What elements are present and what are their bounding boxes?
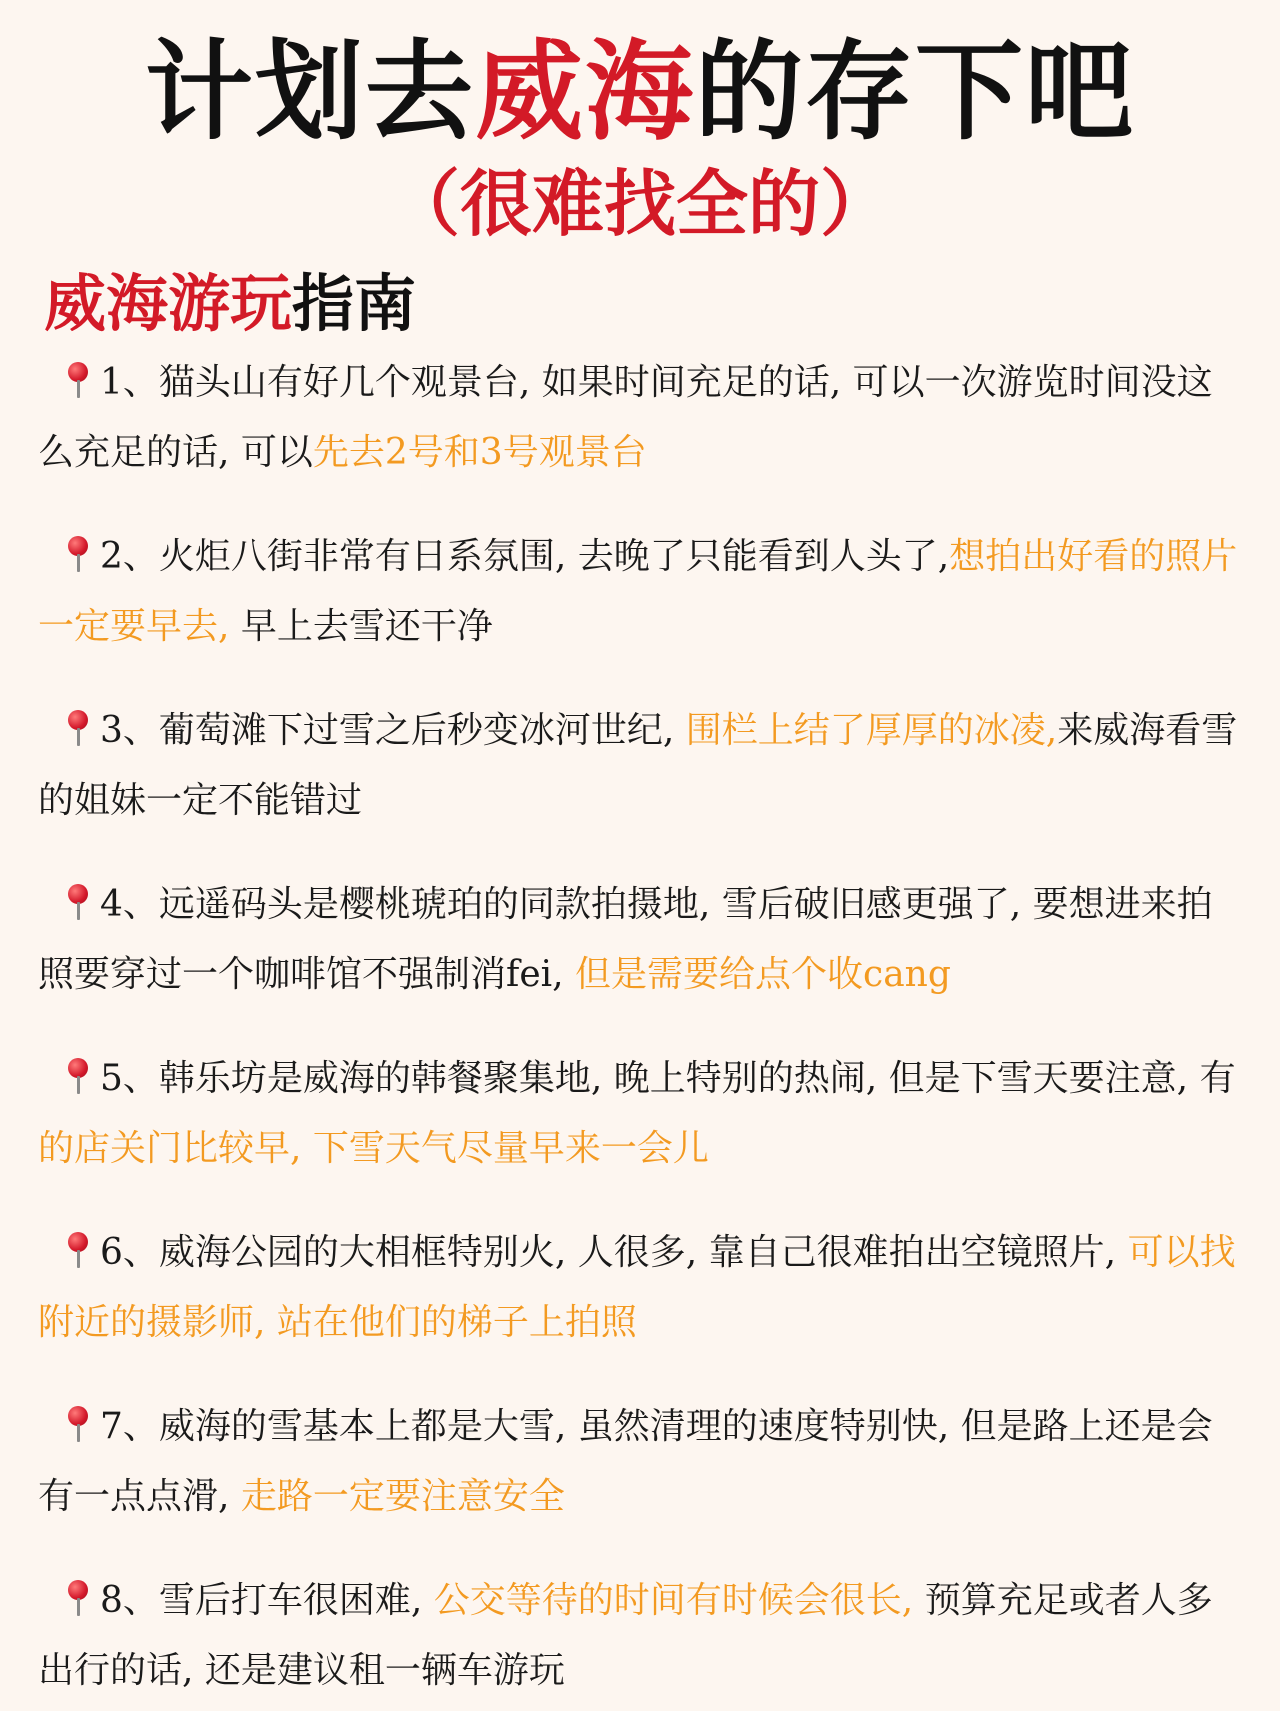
section-heading-rest: 指南	[292, 267, 417, 340]
tip-text: 6、威海公园的大相框特别火, 人很多, 靠自己很难拍出空镜照片,	[100, 1232, 1128, 1273]
page-subtitle: （很难找全的）	[387, 162, 892, 246]
tip-text: 来威海看雪的姐妹一定不能错过	[38, 710, 1238, 821]
tip-item	[38, 1218, 1242, 1358]
section-heading-highlight: 威海游玩	[44, 267, 293, 340]
tip-text: 4、远遥码头是樱桃琥珀的同款拍摄地, 雪后破旧感更强了, 要想进来拍照要穿过一个咖啡馆不强制消fei,	[38, 884, 1213, 995]
tip-item	[38, 870, 1242, 1010]
round-pushpin-icon	[62, 708, 96, 748]
tip-text: 8、雪后打车很困难,	[100, 1580, 434, 1621]
tip-highlight: 想拍出好看的照片一定要早去,	[38, 536, 1238, 647]
tip-highlight: 的店关门比较早, 下雪天气尽量早来一会儿	[38, 1128, 709, 1169]
tip-text: 2、火炬八街非常有日系氛围, 去晚了只能看到人头了,	[100, 536, 950, 577]
tip-item	[38, 1566, 1242, 1706]
title-highlight: 威海	[474, 30, 695, 155]
tip-item	[38, 696, 1242, 836]
round-pushpin-icon	[62, 1404, 96, 1444]
round-pushpin-icon	[62, 1578, 96, 1618]
tips-list	[38, 348, 1242, 1706]
tip-item	[38, 348, 1242, 488]
tip-text: 7、威海的雪基本上都是大雪, 虽然清理的速度特别快, 但是路上还是会有一点点滑,	[38, 1406, 1213, 1517]
tip-highlight: 但是需要给点个收cang	[575, 954, 951, 995]
tip-item	[38, 522, 1242, 662]
round-pushpin-icon	[62, 534, 96, 574]
tip-item	[38, 1392, 1242, 1532]
page-title	[38, 0, 1242, 158]
round-pushpin-icon	[62, 1230, 96, 1270]
tip-text: 3、葡萄滩下过雪之后秒变冰河世纪,	[100, 710, 686, 751]
section-heading	[44, 264, 1242, 344]
round-pushpin-icon	[62, 882, 96, 922]
tip-highlight: 走路一定要注意安全	[240, 1476, 565, 1517]
round-pushpin-icon	[62, 360, 96, 400]
tip-highlight: 公交等待的时间有时候会很长,	[433, 1580, 914, 1621]
tip-text: 预算充足或者人多出行的话, 还是建议租一辆车游玩	[38, 1580, 1213, 1691]
tip-text: 早上去雪还干净	[229, 606, 493, 647]
tip-text: 5、韩乐坊是威海的韩餐聚集地, 晚上特别的热闹, 但是下雪天要注意, 有	[100, 1058, 1236, 1099]
tip-text: 1、猫头山有好几个观景台, 如果时间充足的话, 可以一次游览时间没这么充足的话, 可以	[38, 362, 1213, 473]
title-suffix: 的存下吧	[695, 30, 1136, 155]
tip-highlight: 围栏上结了厚厚的冰凌,	[685, 710, 1058, 751]
tip-highlight: 先去2号和3号观景台	[312, 432, 647, 473]
tip-highlight: 可以找附近的摄影师, 站在他们的梯子上拍照	[38, 1232, 1236, 1343]
tip-item	[38, 1044, 1242, 1184]
round-pushpin-icon	[62, 1056, 96, 1096]
title-prefix: 计划去	[144, 30, 475, 155]
